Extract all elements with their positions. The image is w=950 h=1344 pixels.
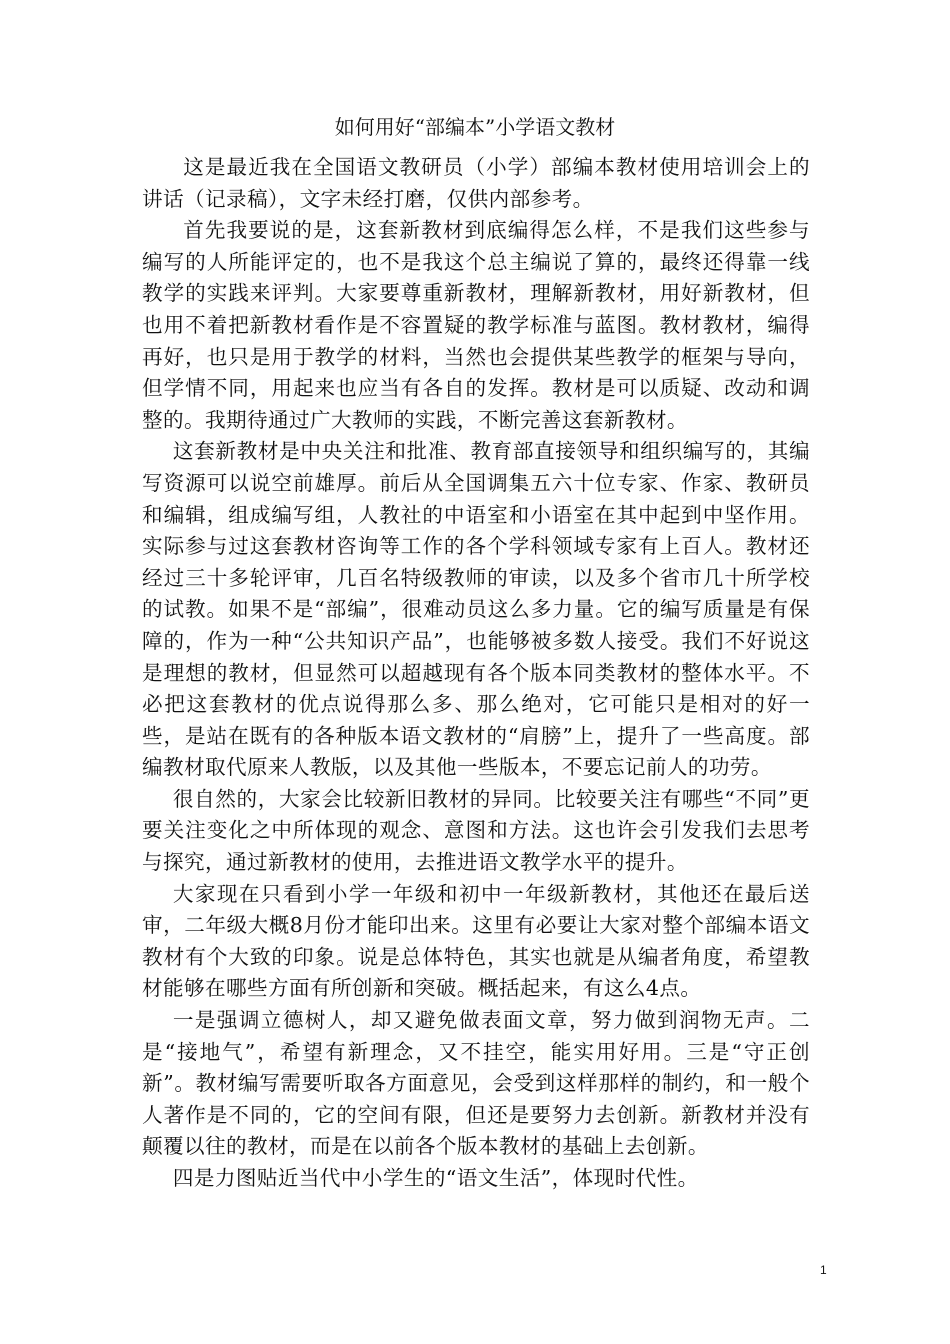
paragraph-features: 一是强调立德树人，却又避免做表面文章，努力做到润物无声。二是“接地气”，希望有新理念，又不挂空，能实用好用。三是“守正创新”。教材编写需要听取各方面意见，会受到这样那样的制约，和一般个人著作是不同的，它的空间有限，但还是要努力去创新。新教材并没有颠覆以往的教材，而是在以前各个版本教材的基础上去创新。 (142, 1008, 810, 1159)
page-number: 1 (820, 1263, 827, 1277)
document-title: 如何用好“部编本”小学语文教材 (334, 115, 616, 139)
document-body (142, 152, 810, 1195)
paragraph-evaluation: 首先我要说的是，这套新教材到底编得怎么样，不是我们这些参与编写的人所能评定的，也不是我这个总主编说了算的，最终还得靠一线教学的实践来评判。大家要尊重新教材，理解新教材，用好新教材，但也用不着把新教材看作是不容置疑的教学标准与蓝图。教材教材，编得再好，也只是用于教学的材料，当然也会提供某些教学的框架与导向，但学情不同，用起来也应当有各自的发挥。教材是可以质疑、改动和调整的。我期待通过广大教师的实践，不断完善这套新教材。 (142, 218, 810, 432)
paragraph-intro-note: 这是最近我在全国语文教研员（小学）部编本教材使用培训会上的讲话（记录稿），文字未经打磨，仅供内部参考。 (142, 155, 810, 211)
paragraph-compilation: 这套新教材是中央关注和批准、教育部直接领导和组织编写的，其编写资源可以说空前雄厚。前后从全国调集五六十位专家、作家、教研员和编辑，组成编写组，人教社的中语室和小语室在其中起到中坚作用。实际参与过这套教材咨询等工作的各个学科领域专家有上百人。教材还经过三十多轮评审，几百名特级教师的审读，以及多个省市几十所学校的试教。如果不是“部编”，很难动员这么多力量。它的编写质量是有保障的，作为一种“公共知识产品”，也能够被多数人接受。我们不好说这是理想的教材，但显然可以超越现有各个版本同类教材的整体水平。不必把这套教材的优点说得那么多、那么绝对，它可能只是相对的好一些，是站在既有的各种版本语文教材的“肩膀”上，提升了一些高度。部编教材取代原来人教版，以及其他一些版本，不要忘记前人的功劳。 (142, 439, 810, 780)
paragraph-fourth-point: 四是力图贴近当代中小学生的“语文生活”，体现时代性。 (172, 1166, 699, 1190)
paragraph-overview: 大家现在只看到小学一年级和初中一年级新教材，其他还在最后送审，二年级大概8月份才能印出来。这里有必要让大家对整个部编本语文教材有个大致的印象。说是总体特色，其实也就是从编者角度，希望教材能够在哪些方面有所创新和突破。概括起来，有这么4点。 (142, 881, 810, 1001)
paragraph-comparison: 很自然的，大家会比较新旧教材的异同。比较要关注有哪些“不同”更要关注变化之中所体现的观念、意图和方法。这也许会引发我们去思考与探究，通过新教材的使用，去推进语文教学水平的提升。 (142, 786, 810, 875)
